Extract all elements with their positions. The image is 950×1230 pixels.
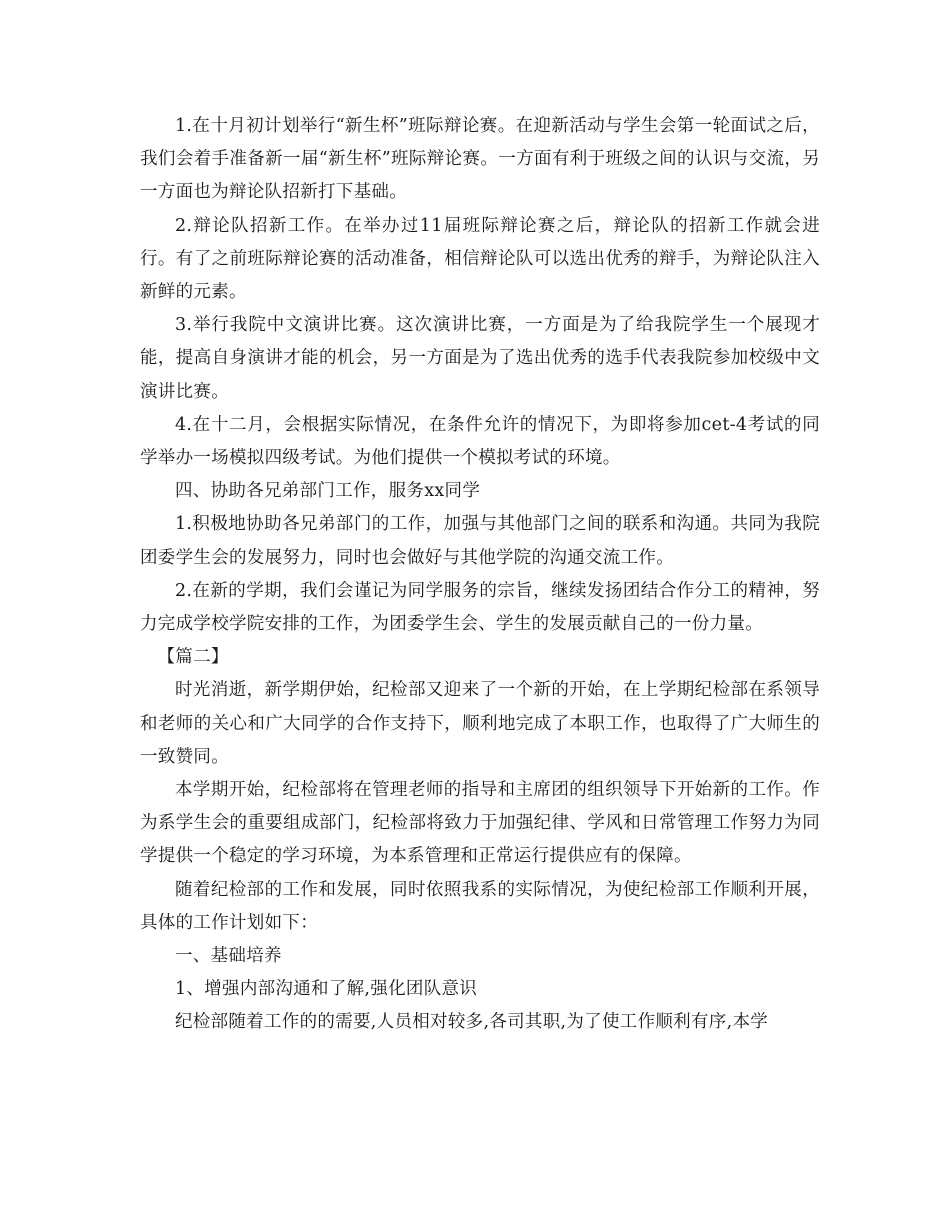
paragraph-speech-contest: 3.举行我院中文演讲比赛。这次演讲比赛，一方面是为了给我院学生一个展现才能，提高自身演讲才能的机会，另一方面是为了选出优秀的选手代表我院参加校级中文演讲比赛。 [140, 315, 820, 402]
paragraph-semester-start: 本学期开始，纪检部将在管理老师的指导和主席团的组织领导下开始新的工作。作为系学生会的重要组成部门，纪检部将致力于加强纪律、学风和日常管理工作努力为同学提供一个稳定的学习环境，为本系管理和正常运行提供应有的保障。 [140, 780, 820, 867]
paragraph-debate-contest: 1.在十月初计划举行“新生杯”班际辩论赛。在迎新活动与学生会第一轮面试之后，我们会着手准备新一届“新生杯”班际辩论赛。一方面有利于班级之间的认识与交流，另一方面也为辩论队招新打下基础。 [140, 116, 820, 203]
paragraph-work-plan-intro: 随着纪检部的工作和发展，同时依照我系的实际情况，为使纪检部工作顺利开展，具体的工作计划如下： [140, 879, 820, 933]
section-heading-basic-training: 一、基础培养 [175, 946, 282, 967]
paragraph-department-needs: 纪检部随着工作的的需要,人员相对较多,各司其职,为了使工作顺利有序,本学 [175, 1012, 769, 1033]
paragraph-debate-recruit: 2.辩论队招新工作。在举办过11届班际辩论赛之后，辩论队的招新工作就会进行。有了之前班际辩论赛的活动准备，相信辩论队可以选出优秀的辩手，为辩论队注入新鲜的元素。 [140, 215, 820, 303]
part-heading-two: 【篇二】 [157, 647, 229, 668]
paragraph-serve-students: 2.在新的学期，我们会谨记为同学服务的宗旨，继续发扬团结合作分工的精神，努力完成学校学院安排的工作，为团委学生会、学生的发展贡献自己的一份力量。 [140, 580, 820, 635]
paragraph-new-semester: 时光消逝，新学期伊始，纪检部又迎来了一个新的开始，在上学期纪检部在系领导和老师的关心和广大同学的合作支持下，顺利地完成了本职工作，也取得了广大师生的一致赞同。 [140, 680, 820, 767]
section-heading-assist: 四、协助各兄弟部门工作，服务xx同学 [175, 481, 481, 502]
document-body [140, 110, 820, 1040]
paragraph-mock-exam: 4.在十二月，会根据实际情况，在条件允许的情况下，为即将参加cet-4考试的同学举办一场模拟四级考试。为他们提供一个模拟考试的环境。 [140, 414, 820, 469]
subheading-internal-communication: 1、增强内部沟通和了解,强化团队意识 [175, 979, 478, 1000]
paragraph-assist-departments: 1.积极地协助各兄弟部门的工作，加强与其他部门之间的联系和沟通。共同为我院团委学生会的发展努力，同时也会做好与其他学院的沟通交流工作。 [140, 514, 820, 568]
